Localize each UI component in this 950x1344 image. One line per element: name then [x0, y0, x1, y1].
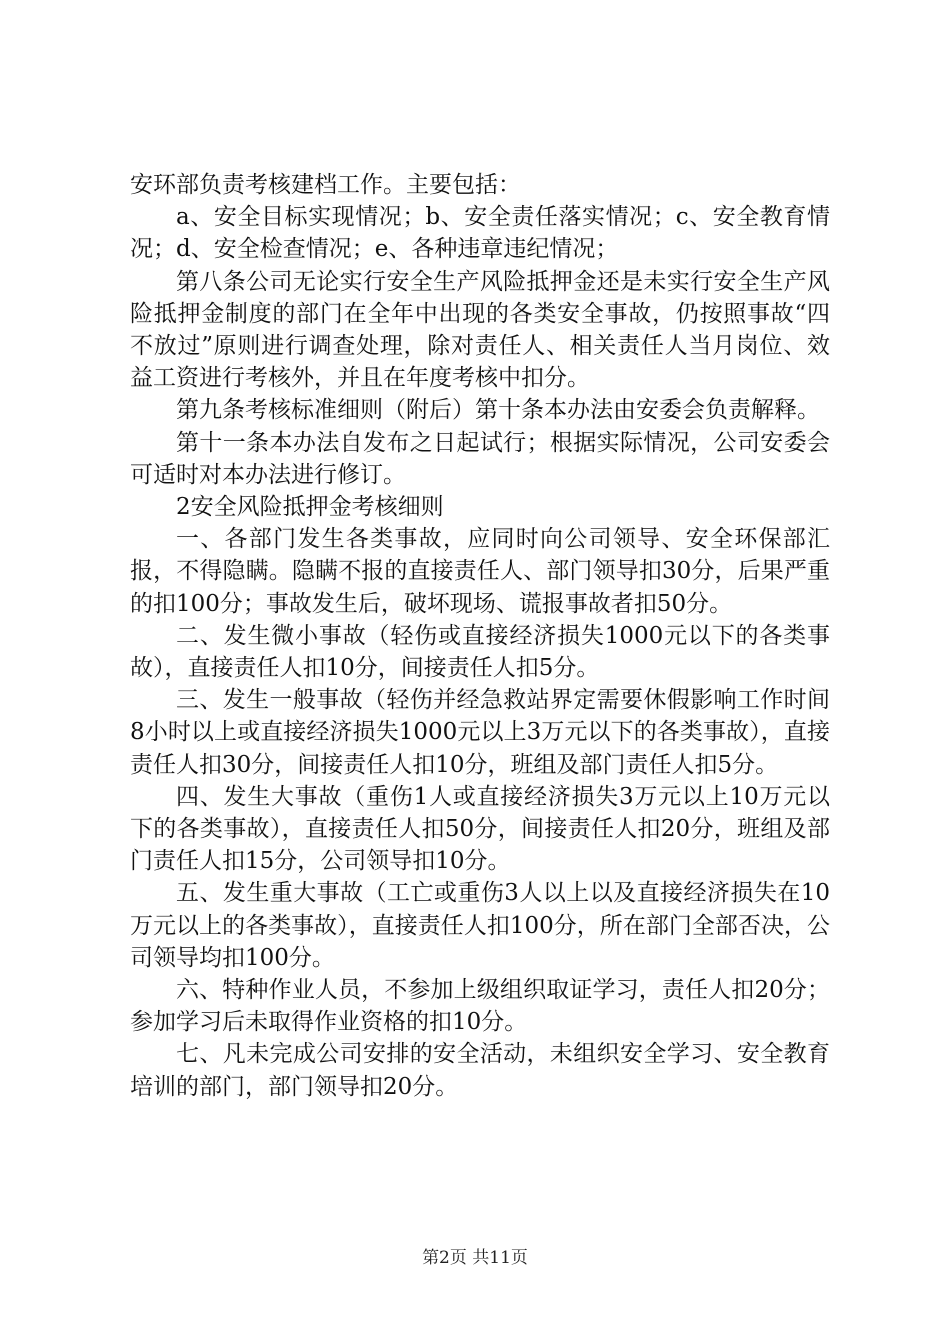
paragraph: 第九条考核标准细则（附后）第十条本办法由安委会负责解释。 — [176, 397, 820, 424]
paragraph: 一、各部门发生各类事故，应同时向公司领导、安全环保部汇报，不得隐瞒。隐瞒不报的直接责任人、部门领导扣30分，后果严重的扣100分；事故发生后，破坏现场、谎报事故者扣50分。 — [130, 526, 830, 617]
paragraph: 安环部负责考核建档工作。主要包括： — [130, 172, 521, 198]
paragraph: 六、特种作业人员，不参加上级组织取证学习，责任人扣20分；参加学习后未取得作业资格的扣10分。 — [130, 977, 830, 1036]
paragraph: 2安全风险抵押金考核细则 — [176, 494, 444, 521]
paragraph: 七、凡未完成公司安排的安全活动，未组织安全学习、安全教育培训的部门，部门领导扣20分。 — [130, 1041, 830, 1100]
paragraph: 第十一条本办法自发布之日起试行；根据实际情况，公司安委会可适时对本办法进行修订。 — [130, 429, 830, 488]
paragraph: 二、发生微小事故（轻伤或直接经济损失1000元以下的各类事故），直接责任人扣10分，间接责任人扣5分。 — [130, 622, 830, 682]
paragraph: 四、发生大事故（重伤1人或直接经济损失3万元以上10万元以下的各类事故），直接责任人扣50分，间接责任人扣20分，班组及部门责任人扣15分，公司领导扣10分。 — [130, 783, 830, 875]
paragraph: 第八条公司无论实行安全生产风险抵押金还是未实行安全生产风险抵押金制度的部门在全年中出现的各类安全事故，仍按照事故“四不放过”原则进行调查处理，除对责任人、相关责任人当月岗位、效益工资进行考核外，并且在年度考核中扣分。 — [130, 268, 830, 392]
paragraph: 三、发生一般事故（轻伤并经急救站界定需要休假影响工作时间8小时以上或直接经济损失1000元以上3万元以下的各类事故），直接责任人扣30分，间接责任人扣10分，班组及部门责任人扣5分。 — [130, 687, 830, 778]
page-footer: 第2页 共11页 — [422, 1248, 528, 1268]
paragraph: a、安全目标实现情况；b、安全责任落实情况；c、安全教育情况；d、安全检查情况；e、各种违章违纪情况； — [130, 204, 830, 263]
document-body — [130, 169, 830, 1103]
paragraph: 五、发生重大事故（工亡或重伤3人以上以及直接经济损失在10万元以上的各类事故），直接责任人扣100分，所在部门全部否决，公司领导均扣100分。 — [130, 880, 830, 971]
